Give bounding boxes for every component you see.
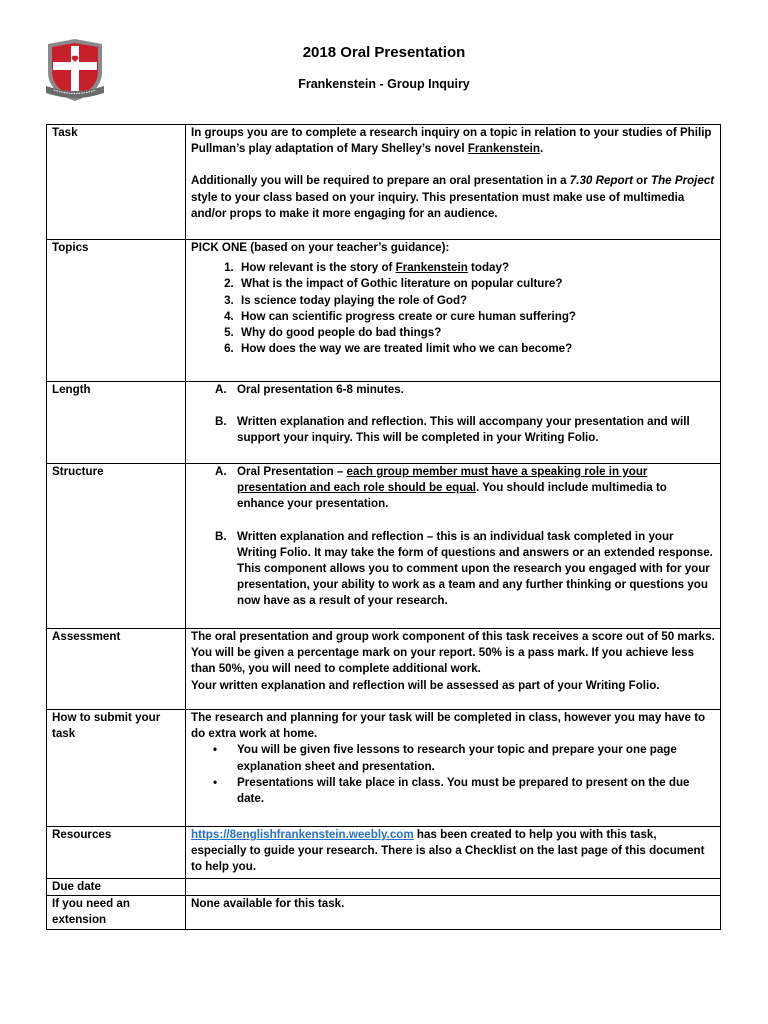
list-item: A. Oral presentation 6-8 minutes. <box>215 383 404 396</box>
table-row-resources <box>47 827 721 879</box>
list-item: 5. Why do good people do bad things? <box>237 325 715 341</box>
due-date-value <box>186 879 721 896</box>
list-item: 6. How does the way we are treated limit who we can become? <box>237 341 715 357</box>
book-title: Frankenstein <box>467 142 540 156</box>
list-item: 3. Is science today playing the role of God? <box>237 293 715 309</box>
row-label: Task <box>47 125 186 240</box>
submit-list <box>191 742 715 807</box>
row-content <box>186 464 721 629</box>
list-item: 1. How relevant is the story of Frankenstein today? <box>237 260 715 276</box>
row-content: https://8englishfrankenstein.weebly.com has been created to help you with this task, especially to guide your research. There is also a Checklist on the last page of this document to help you. <box>186 827 721 879</box>
list-item: A. Oral Presentation – each group member must have a speaking role in your presentation and each role should be equal. You should include multimedia to enhance your presentation. <box>215 465 667 511</box>
task-table <box>46 124 721 930</box>
row-label: Topics <box>47 240 186 382</box>
list-item: • You will be given five lessons to research your topic and prepare your one page explanation sheet and presentation. <box>213 743 677 773</box>
table-row-extension <box>47 896 721 929</box>
list-item: 4. How can scientific progress create or cure human suffering? <box>237 309 715 325</box>
topics-intro: PICK ONE (based on your teacher’s guidance): <box>191 241 450 254</box>
task-paragraph-2: Additionally you will be required to prepare an oral presentation in a 7.30 Report or The Project style to your class based on your inquiry. This presentation must make use of multimedia and/or props to make it more engaging for an audience. <box>191 174 715 220</box>
row-content <box>186 629 721 710</box>
row-label: Length <box>47 382 186 464</box>
row-label: Resources <box>47 827 186 879</box>
show-title: The Project <box>651 174 715 188</box>
document-title: 2018 Oral Presentation <box>302 44 466 61</box>
show-title: 7.30 Report <box>569 174 633 188</box>
assessment-paragraph-2: Your written explanation and reflection will be assessed as part of your Writing Folio. <box>191 678 660 692</box>
table-row-task <box>47 125 721 240</box>
document-subtitle: Frankenstein - Group Inquiry <box>298 77 470 91</box>
row-label: Structure <box>47 464 186 629</box>
bullet-icon: • <box>213 775 218 789</box>
row-content <box>186 710 721 827</box>
list-item: 2. What is the impact of Gothic literature on popular culture? <box>237 276 715 292</box>
row-label: If you need an extension <box>47 896 186 929</box>
table-row-due-date <box>47 879 721 896</box>
table-row-topics <box>47 240 721 382</box>
extension-value: None available for this task. <box>186 896 721 929</box>
table-row-structure <box>47 464 721 629</box>
table-row-submit <box>47 710 721 827</box>
row-label: How to submit your task <box>47 710 186 827</box>
assessment-paragraph-1: The oral presentation and group work component of this task receives a score out of 50 marks. You will be given a percentage mark on your report. 50% is a pass mark. If you achieve less than 50%, you will need to complete additional work. <box>191 630 715 676</box>
row-label: Assessment <box>47 629 186 710</box>
list-item: • Presentations will take place in class. You must be prepared to present on the due date. <box>213 775 690 806</box>
task-paragraph-1: In groups you are to complete a research inquiry on a topic in relation to your studies of Philip Pullman’s play adaptation of Mary Shelley’s novel Frankenstein. <box>191 126 712 156</box>
table-row-length <box>47 382 721 464</box>
list-item: B. Written explanation and reflection. This will accompany your presentation and will support your inquiry. This will be completed in your Writing Folio. <box>215 415 690 445</box>
submit-intro: The research and planning for your task will be completed in class, however you may have to do extra work at home. <box>191 711 706 741</box>
list-item: B. Written explanation and reflection – this is an individual task completed in your Writing Folio. It may take the form of questions and answers or an extended response. This component allows you to comment upon the research you engaged with for your presentation, your ability to work as a team and any further thinking or questions you now have as a result of your research. <box>215 529 713 608</box>
row-content <box>186 240 721 382</box>
bullet-icon: • <box>213 743 218 757</box>
table-row-assessment <box>47 629 721 710</box>
row-content <box>186 125 721 240</box>
row-content <box>186 382 721 464</box>
row-label: Due date <box>47 879 186 896</box>
resource-link[interactable]: https://8englishfrankenstein.weebly.com <box>191 828 414 841</box>
topics-list <box>191 260 715 357</box>
